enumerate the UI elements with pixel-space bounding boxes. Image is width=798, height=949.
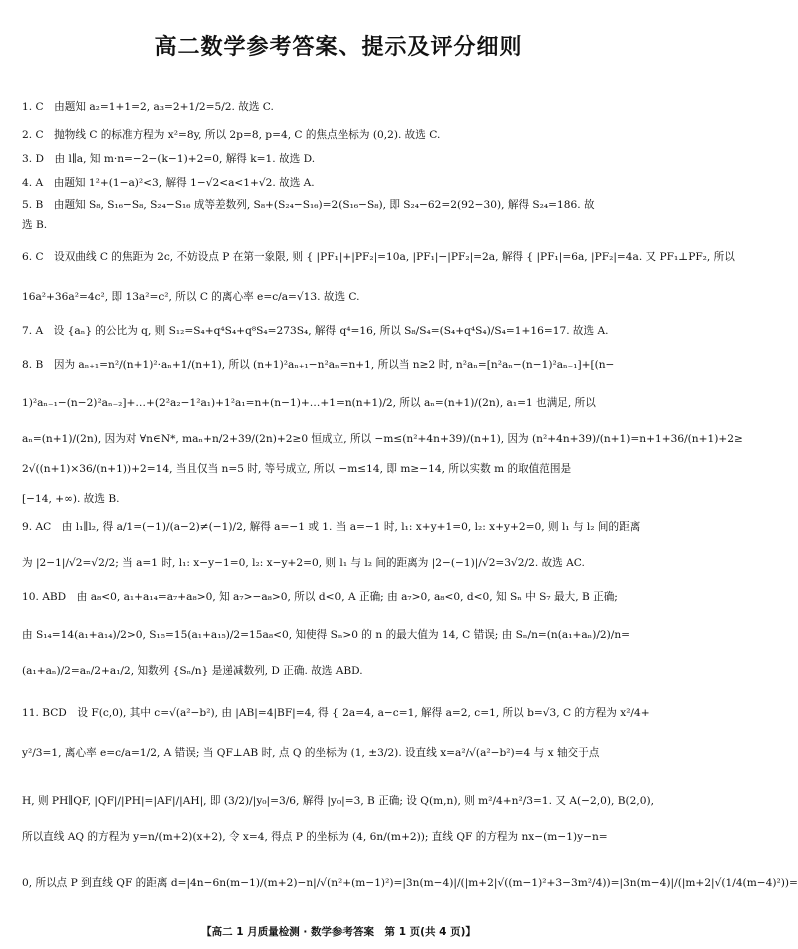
answer-line: 2. C 抛物线 C 的标准方程为 x²=8y, 所以 2p=8, p=4, C 的焦点坐标为 (0,2). 故选 C.: [22, 129, 441, 141]
answer-line: 所以直线 AQ 的方程为 y=n/(m+2)(x+2), 令 x=4, 得点 P 的坐标为 (4, 6n/(m+2)); 直线 QF 的方程为 nx−(m−1)y−n=: [22, 831, 608, 843]
answer-line: 2√((n+1)×36/(n+1))+2=14, 当且仅当 n=5 时, 等号成立, 所以 −m≤14, 即 m≥−14, 所以实数 m 的取值范围是: [22, 463, 572, 475]
answer-line: y²/3=1, 离心率 e=c/a=1/2, A 错误; 当 QF⊥AB 时, 点 Q 的坐标为 (1, ±3/2). 设直线 x=a²/√(a²−b²)=4 与 x 轴交于点: [22, 747, 600, 759]
answer-line: 0, 所以点 P 到直线 QF 的距离 d=|4n−6n(m−1)/(m+2)−n|/√(n²+(m−1)²)=|3n(m−4)|/(|m+2|√((m−1)²+3−3m²/4))=|3n(m−4)|/(|m+2|√(1/4(m−4)²))=: [22, 877, 798, 889]
answer-line: H, 则 PH∥QF, |QF|/|PH|=|AF|/|AH|, 即 (3/2)/|y₀|=3/6, 解得 |y₀|=3, B 正确; 设 Q(m,n), 则 m²/4+n²/3=1. 又 A(−2,0), B(2,0),: [22, 795, 654, 807]
page-title: 高二数学参考答案、提示及评分细则: [154, 35, 523, 60]
page-footer: 【高二 1 月质量检测 · 数学参考答案 第 1 页(共 4 页)】: [201, 926, 476, 938]
answer-line: (a₁+aₙ)/2=aₙ/2+a₁/2, 知数列 {Sₙ/n} 是递减数列, D 正确. 故选 ABD.: [22, 665, 363, 677]
answer-line: aₙ=(n+1)/(2n), 因为对 ∀n∈N*, maₙ+n/2+39/(2n)+2≥0 恒成立, 所以 −m≤(n²+4n+39)/(n+1), 因为 (n²+4n+39)/(n+1)=n+1+36/(n+1)+2≥: [22, 433, 743, 445]
answer-line: 为 |2−1|/√2=√2/2; 当 a=1 时, l₁: x−y−1=0, l₂: x−y+2=0, 则 l₁ 与 l₂ 间的距离为 |2−(−1)|/√2=3√2/2. 故选 AC.: [22, 557, 585, 569]
answer-line: 4. A 由题知 1²+(1−a)²<3, 解得 1−√2<a<1+√2. 故选 A.: [22, 177, 315, 189]
answer-line: 16a²+36a²=4c², 即 13a²=c², 所以 C 的离心率 e=c/a=√13. 故选 C.: [22, 291, 360, 303]
answer-line: 3. D 由 l∥a, 知 m·n=−2−(k−1)+2=0, 解得 k=1. 故选 D.: [22, 153, 316, 165]
answer-line: 5. B 由题知 S₈, S₁₆−S₈, S₂₄−S₁₆ 成等差数列, S₈+(S₂₄−S₁₆)=2(S₁₆−S₈), 即 S₂₄−62=2(92−30), 解得 S₂₄=186. 故: [22, 199, 595, 211]
answer-line: [−14, +∞). 故选 B.: [22, 493, 120, 505]
answer-line: 6. C 设双曲线 C 的焦距为 2c, 不妨设点 P 在第一象限, 则 { |PF₁|+|PF₂|=10a, |PF₁|−|PF₂|=2a, 解得 { |PF₁|=6a, |PF₂|=4a. 又 PF₁⊥PF₂, 所以: [22, 251, 735, 263]
answer-line: 选 B.: [22, 219, 48, 231]
answer-line: 由 S₁₄=14(a₁+a₁₄)/2>0, S₁₅=15(a₁+a₁₅)/2=15a₈<0, 知使得 Sₙ>0 的 n 的最大值为 14, C 错误; 由 Sₙ/n=(n(a₁+aₙ)/2)/n=: [22, 629, 631, 641]
answer-line: 7. A 设 {aₙ} 的公比为 q, 则 S₁₂=S₄+q⁴S₄+q⁸S₄=273S₄, 解得 q⁴=16, 所以 S₈/S₄=(S₄+q⁴S₄)/S₄=1+16=17. 故选 A.: [22, 325, 609, 337]
answer-line: 11. BCD 设 F(c,0), 其中 c=√(a²−b²), 由 |AB|=4|BF|=4, 得 { 2a=4, a−c=1, 解得 a=2, c=1, 所以 b=√3, C 的方程为 x²/4+: [22, 707, 650, 719]
answer-line: 1)²aₙ₋₁−(n−2)²aₙ₋₂]+…+(2²a₂−1²a₁)+1²a₁=n+(n−1)+…+1=n(n+1)/2, 所以 aₙ=(n+1)/(2n), a₁=1 也满足, 所以: [22, 397, 596, 409]
answer-line: 10. ABD 由 a₈<0, a₁+a₁₄=a₇+a₈>0, 知 a₇>−a₈>0, 所以 d<0, A 正确; 由 a₇>0, a₈<0, d<0, 知 Sₙ 中 S₇ 最大, B 正确;: [22, 591, 618, 603]
answer-line: 9. AC 由 l₁∥l₂, 得 a/1=(−1)/(a−2)≠(−1)/2, 解得 a=−1 或 1. 当 a=−1 时, l₁: x+y+1=0, l₂: x+y+2=0, 则 l₁ 与 l₂ 间的距离: [22, 521, 641, 533]
answer-line: 1. C 由题知 a₂=1+1=2, a₃=2+1/2=5/2. 故选 C.: [22, 101, 274, 113]
answer-line: 8. B 因为 aₙ₊₁=n²/(n+1)²·aₙ+1/(n+1), 所以 (n+1)²aₙ₊₁−n²aₙ=n+1, 所以当 n≥2 时, n²aₙ=[n²aₙ−(n−1)²aₙ₋₁]+[(n−: [22, 359, 615, 371]
